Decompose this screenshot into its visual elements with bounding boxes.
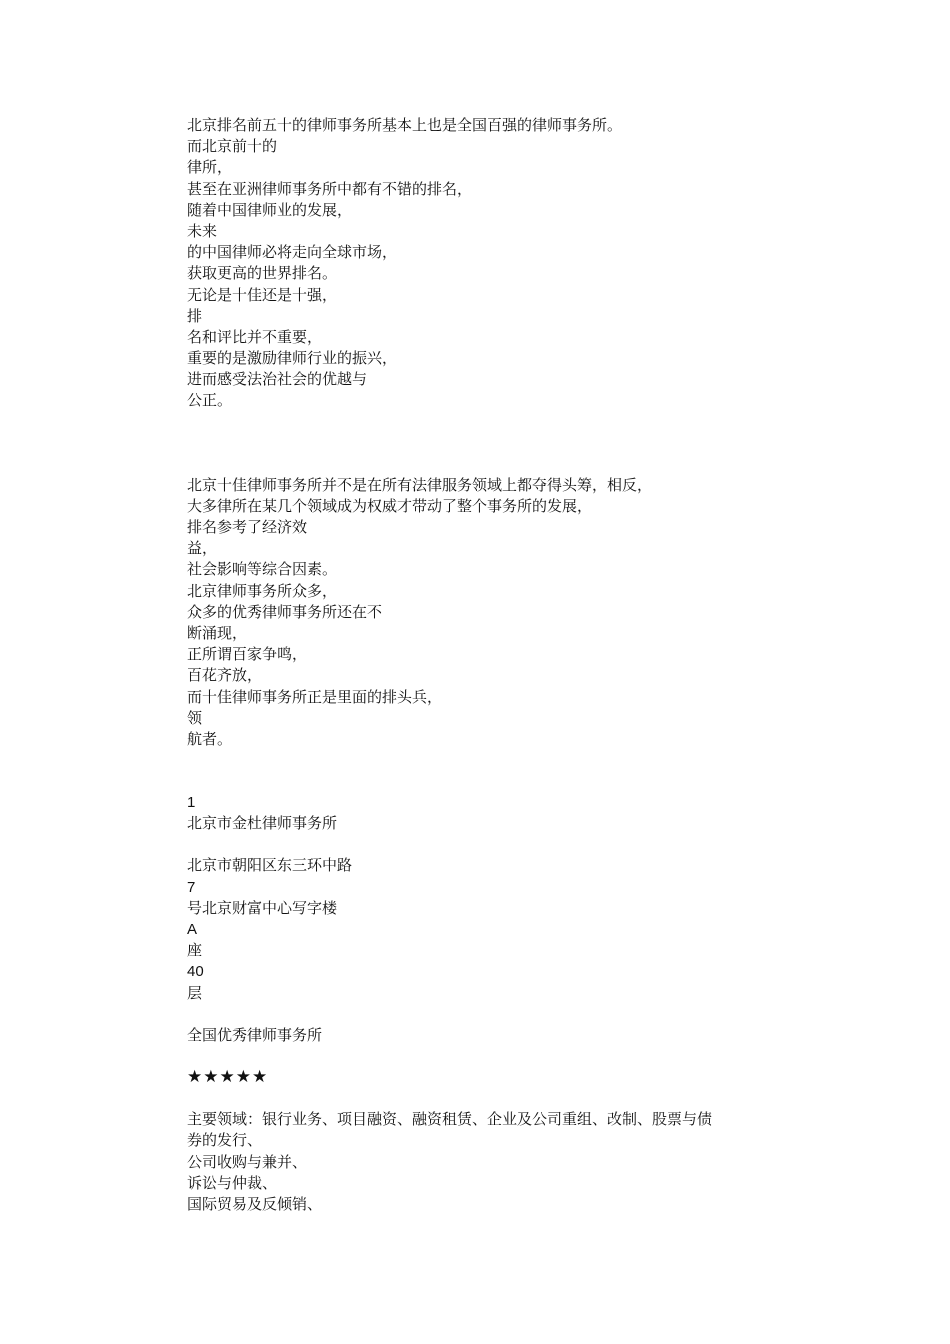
fields-line: 公司收购与兼并、 xyxy=(187,1152,308,1171)
firm-rank: 1 xyxy=(187,794,196,812)
fields-line: 主要领域：银行业务、项目融资、融资租赁、企业及公司重组、改制、股票与债 xyxy=(187,1110,713,1129)
text-line: 律所， xyxy=(187,158,233,177)
spacer xyxy=(187,1088,787,1109)
text-line: 排 xyxy=(187,306,203,325)
text-line: 获取更高的世界排名。 xyxy=(187,264,338,283)
address-line: A xyxy=(187,921,198,938)
text-line: 而十佳律师事务所正是里面的排头兵， xyxy=(187,687,443,706)
text-line: 正所谓百家争鸣， xyxy=(187,645,308,664)
paragraph-1 xyxy=(187,115,787,412)
spacer xyxy=(187,834,787,855)
text-line: 益， xyxy=(187,539,218,558)
spacer xyxy=(187,1004,787,1025)
text-line: 公正。 xyxy=(187,391,233,410)
text-line: 领 xyxy=(187,708,203,727)
text-line: 排名参考了经济效 xyxy=(187,518,308,536)
firm-name: 北京市金杜律师事务所 xyxy=(187,814,338,833)
star-rating: ★★★★★ xyxy=(187,1066,269,1087)
spacer xyxy=(187,1046,787,1067)
fields-line: 诉讼与仲裁、 xyxy=(187,1173,278,1192)
text-line: 众多的优秀律师事务所还在不 xyxy=(187,602,383,621)
text-line: 断涌现， xyxy=(187,623,248,642)
address-line: 40 xyxy=(187,963,204,981)
spacer xyxy=(187,750,787,792)
text-line: 航者。 xyxy=(187,729,233,748)
address-line: 层 xyxy=(187,983,203,1002)
text-line: 大多律所在某几个领域成为权威才带动了整个事务所的发展， xyxy=(187,496,593,515)
text-line: 北京排名前五十的律师事务所基本上也是全国百强的律师事务所。 xyxy=(187,116,623,134)
firm-fields xyxy=(187,1109,787,1215)
firm-address xyxy=(187,855,787,1003)
text-line: 北京十佳律师事务所并不是在所有法律服务领域上都夺得头筹，相反， xyxy=(187,475,653,494)
paragraph-2 xyxy=(187,475,787,750)
firm-entry xyxy=(187,792,787,1215)
text-line: 社会影响等综合因素。 xyxy=(187,560,338,579)
text-line: 甚至在亚洲律师事务所中都有不错的排名， xyxy=(187,179,473,198)
spacer xyxy=(187,412,787,475)
address-line: 座 xyxy=(187,941,203,960)
text-line: 北京律师事务所众多， xyxy=(187,581,338,600)
text-line: 进而感受法治社会的优越与 xyxy=(187,370,368,389)
fields-line: 券的发行、 xyxy=(187,1131,263,1150)
address-line: 号北京财富中心写字楼 xyxy=(187,898,338,917)
text-line: 无论是十佳还是十强， xyxy=(187,285,338,304)
text-line: 重要的是激励律师行业的振兴， xyxy=(187,349,398,368)
address-line: 北京市朝阳区东三环中路 xyxy=(187,856,353,875)
text-line: 百花齐放， xyxy=(187,666,263,685)
text-line: 的中国律师必将走向全球市场， xyxy=(187,243,398,262)
text-line: 随着中国律师业的发展， xyxy=(187,200,353,219)
address-line: 7 xyxy=(187,878,196,896)
document-page xyxy=(187,115,787,1215)
fields-line: 国际贸易及反倾销、 xyxy=(187,1194,323,1213)
text-line: 而北京前十的 xyxy=(187,137,278,156)
text-line: 名和评比并不重要， xyxy=(187,327,323,346)
text-line: 未来 xyxy=(187,221,218,240)
firm-honor: 全国优秀律师事务所 xyxy=(187,1025,323,1044)
